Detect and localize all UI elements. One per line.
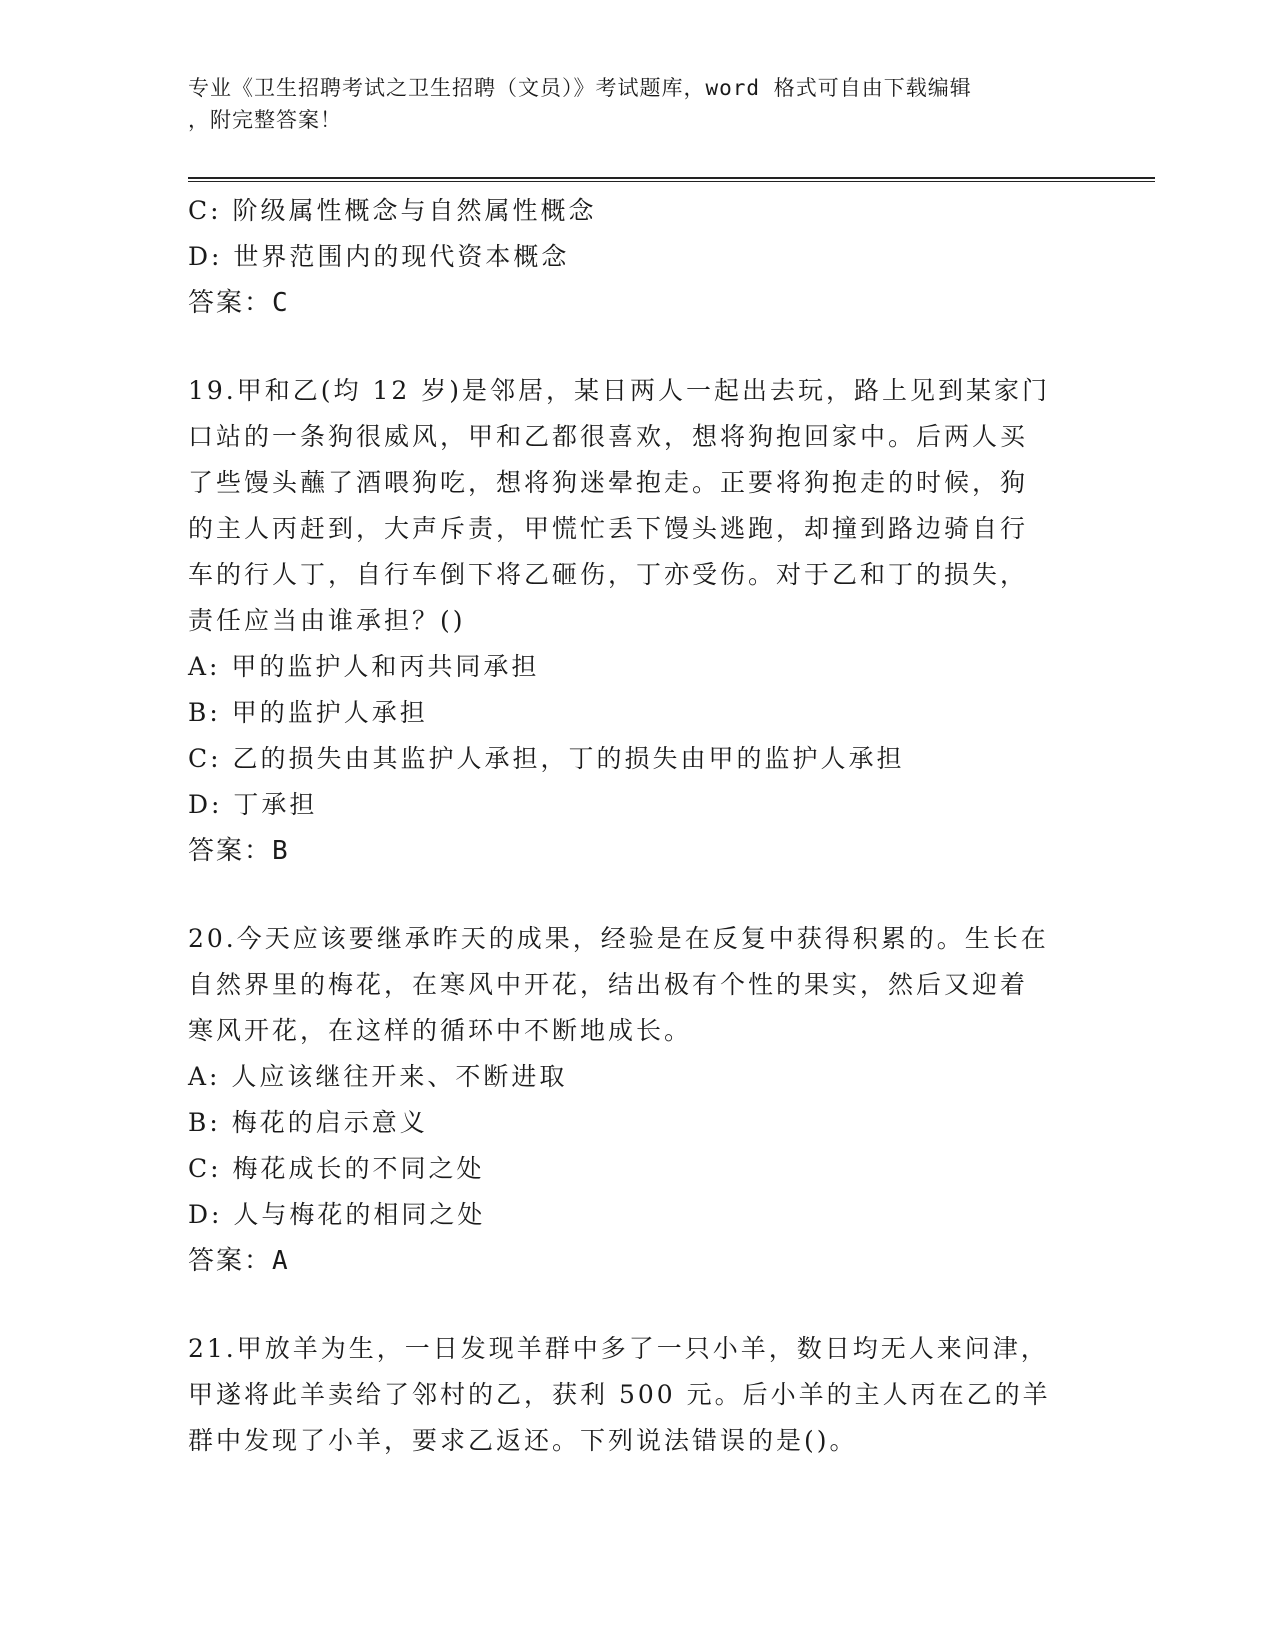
question-stem-line: 群中发现了小羊，要求乙返还。下列说法错误的是()。: [188, 1426, 858, 1455]
option-b: B: 甲的监护人承担: [188, 698, 428, 727]
question-content: [188, 188, 1088, 1464]
question-stem-line: 的主人丙赶到，大声斥责，甲慌忙丢下馒头逃跑，却撞到路边骑自行: [188, 514, 1029, 543]
prev-question-block: [188, 188, 1088, 326]
option-a: A: 甲的监护人和丙共同承担: [188, 652, 540, 681]
answer-line: [188, 828, 1088, 874]
question-stem-line: 责任应当由谁承担？(): [188, 606, 466, 635]
question-stem-line: 甲遂将此羊卖给了邻村的乙，获利 500 元。后小羊的主人丙在乙的羊: [188, 1380, 1051, 1409]
answer-line: [188, 1238, 1088, 1284]
question-stem-line: 了些馒头蘸了酒喂狗吃，想将狗迷晕抱走。正要将狗抱走的时候，狗: [188, 468, 1029, 497]
option-d: D: 人与梅花的相同之处: [188, 1200, 486, 1229]
option-d: D: 丁承担: [188, 790, 318, 819]
question-stem-line: 口站的一条狗很威风，甲和乙都很喜欢，想将狗抱回家中。后两人买: [188, 422, 1029, 451]
question-stem-line: 21.甲放羊为生，一日发现羊群中多了一只小羊，数日均无人来问津，: [188, 1334, 1049, 1363]
header-divider: [188, 177, 1155, 182]
question-20: [188, 916, 1088, 1284]
answer-label: 答案：: [188, 288, 273, 318]
question-stem-line: 寒风开花，在这样的循环中不断地成长。: [188, 1016, 693, 1045]
answer-value: C: [272, 288, 290, 318]
option-c: C: 乙的损失由其监护人承担，丁的损失由甲的监护人承担: [188, 744, 905, 773]
question-21: [188, 1326, 1088, 1464]
answer-label: 答案：: [188, 836, 273, 866]
question-stem-line: 20.今天应该要继承昨天的成果，经验是在反复中获得积累的。生长在: [188, 924, 1049, 953]
option-c: C: 梅花成长的不同之处: [188, 1154, 485, 1183]
question-stem-line: 19.甲和乙(均 12 岁)是邻居，某日两人一起出去玩，路上见到某家门: [188, 376, 1050, 405]
option-c: C: 阶级属性概念与自然属性概念: [188, 196, 597, 225]
header-line-1: 专业《卫生招聘考试之卫生招聘（文员）》考试题库，word 格式可自由下载编辑: [188, 76, 972, 100]
answer-line: [188, 280, 1088, 326]
document-header: [188, 72, 1088, 136]
answer-value: A: [272, 1246, 290, 1276]
question-stem-line: 自然界里的梅花，在寒风中开花，结出极有个性的果实，然后又迎着: [188, 970, 1029, 999]
option-b: B: 梅花的启示意义: [188, 1108, 428, 1137]
question-stem-line: 车的行人丁，自行车倒下将乙砸伤，丁亦受伤。对于乙和丁的损失，: [188, 560, 1029, 589]
header-line-2: ，附完整答案！: [188, 108, 342, 132]
answer-label: 答案：: [188, 1246, 273, 1276]
answer-value: B: [272, 836, 290, 866]
question-19: [188, 368, 1088, 874]
option-a: A: 人应该继往开来、不断进取: [188, 1062, 568, 1091]
option-d: D: 世界范围内的现代资本概念: [188, 242, 570, 271]
